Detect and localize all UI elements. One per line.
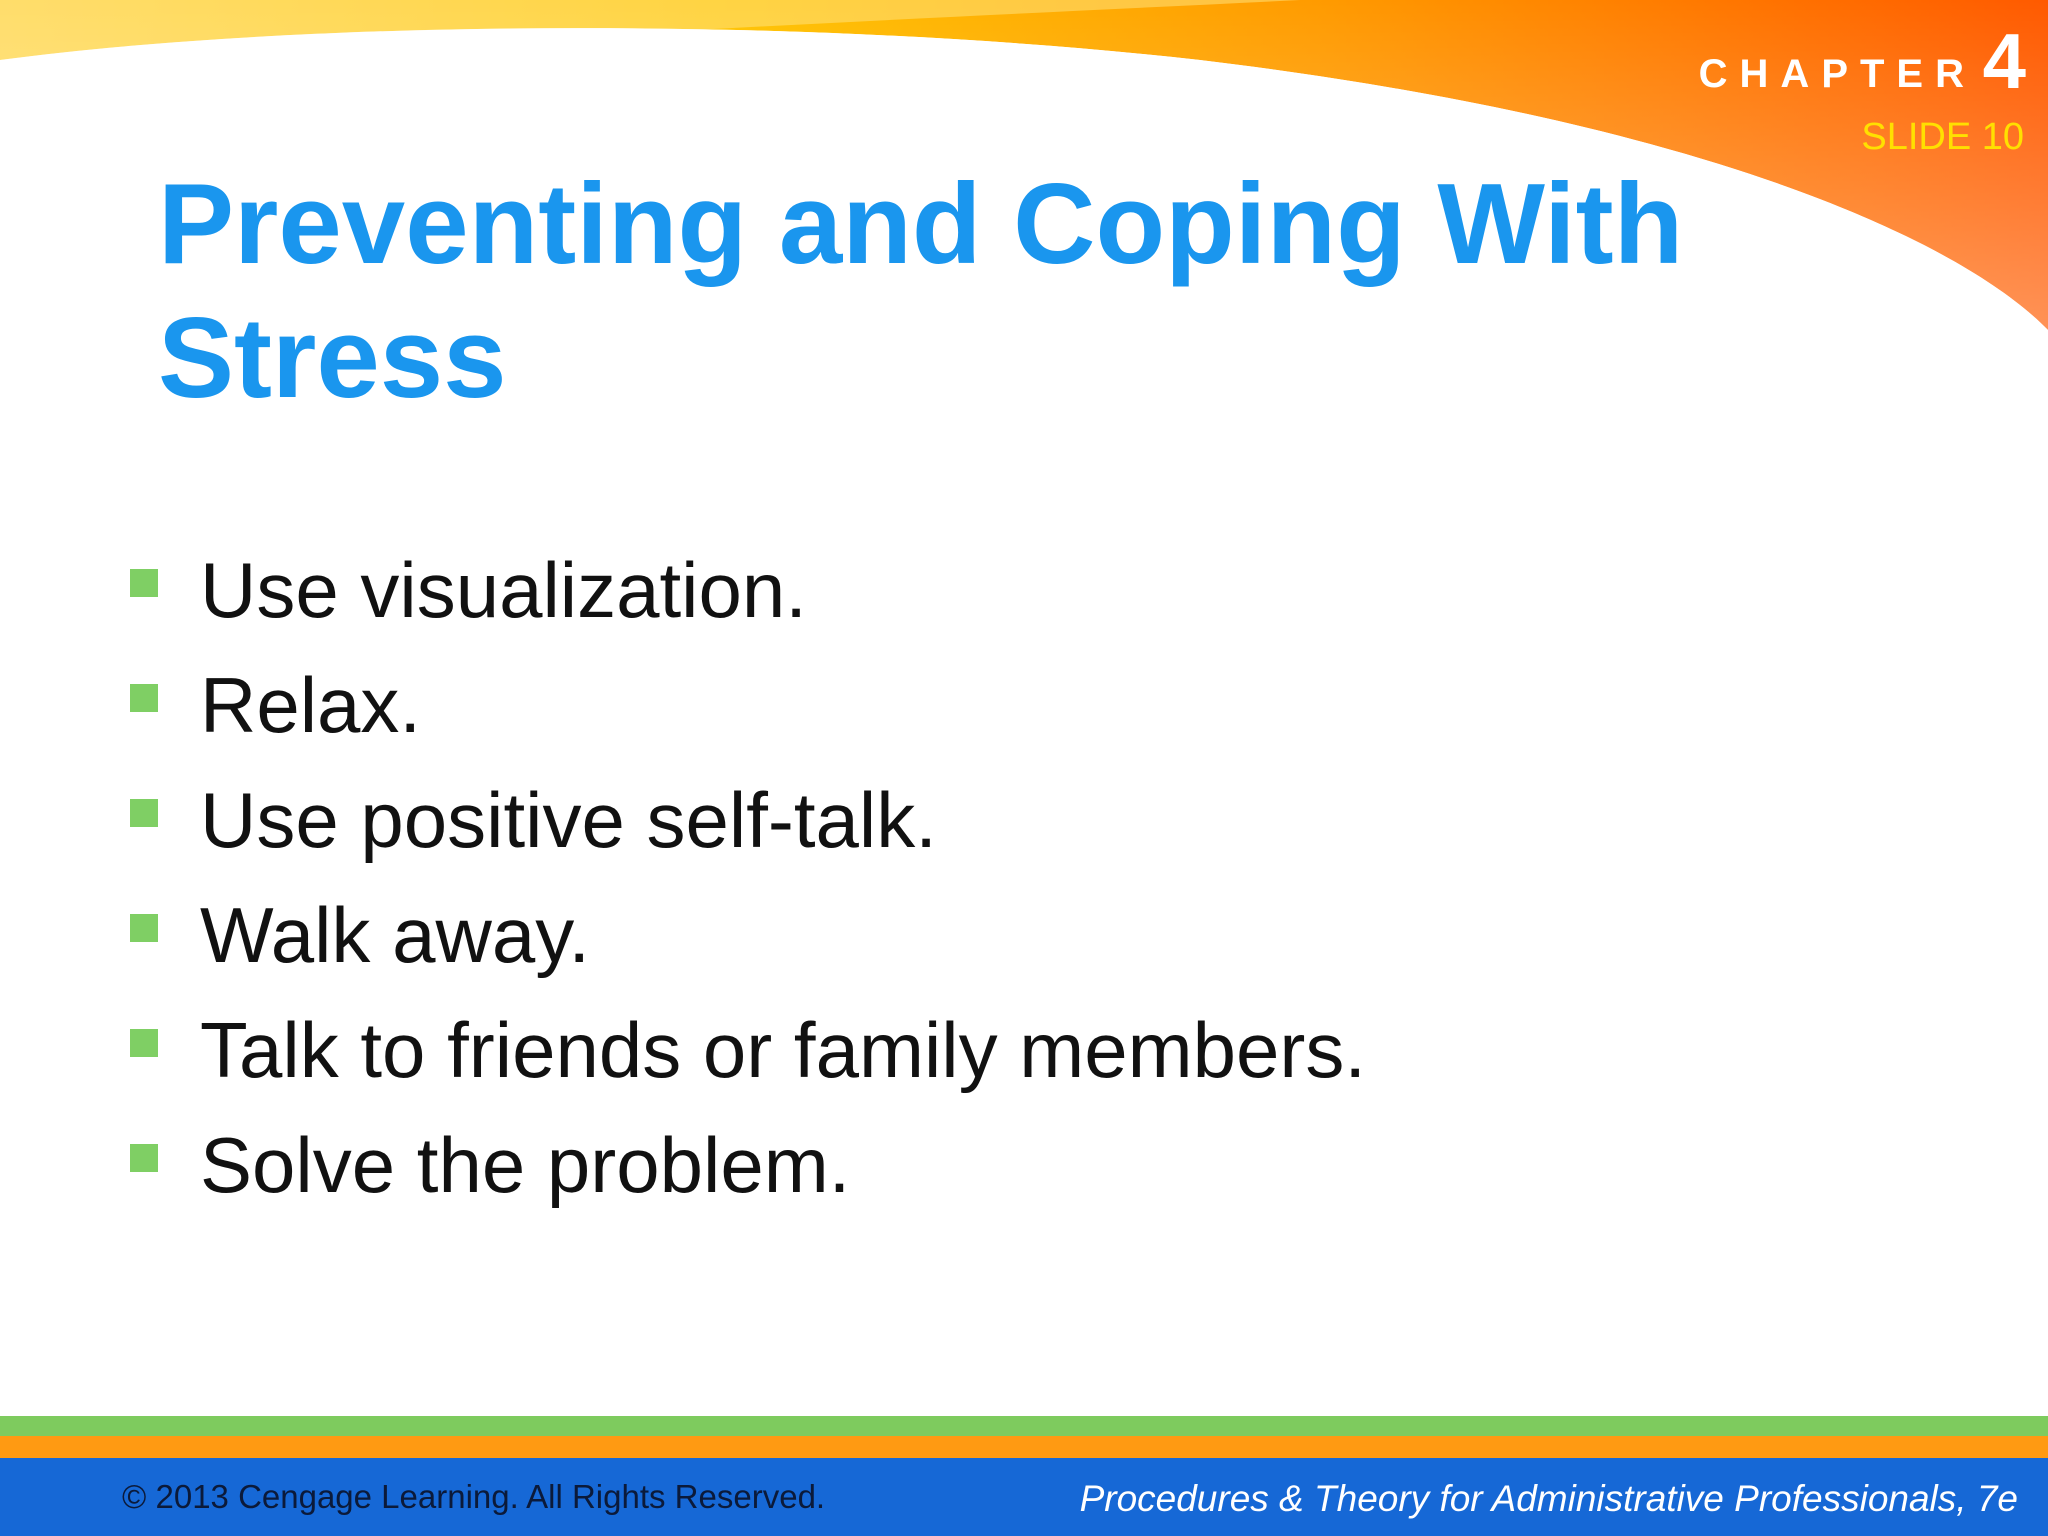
bullet-text: Use positive self-talk. [200, 775, 937, 864]
bullet-square-icon [130, 569, 158, 597]
bullet-item [130, 877, 1366, 992]
bullet-square-icon [130, 1029, 158, 1057]
bullet-list [130, 532, 1366, 1222]
copyright-notice: © 2013 Cengage Learning. All Rights Reserved. [122, 1478, 826, 1515]
chapter-number: 4 [1982, 17, 2026, 105]
footer-stripe-orange [0, 1436, 2048, 1458]
slide-title-line-1: Preventing and Coping With [158, 161, 1684, 288]
bullet-square-icon [130, 914, 158, 942]
bullet-text: Relax. [200, 660, 422, 749]
bullet-text: Talk to friends or family members. [200, 1005, 1367, 1094]
book-title: Procedures & Theory for Administrative Professionals, 7e [1079, 1478, 2018, 1519]
chapter-label: CHAPTER [1698, 52, 1976, 96]
bullet-text: Use visualization. [200, 545, 807, 634]
bullet-item [130, 532, 1366, 647]
slide-number: SLIDE 10 [1861, 116, 2024, 158]
bullet-item [130, 762, 1366, 877]
bullet-square-icon [130, 799, 158, 827]
bullet-item [130, 1107, 1366, 1222]
bullet-square-icon [130, 1144, 158, 1172]
footer-stripe-green [0, 1416, 2048, 1436]
bullet-item [130, 992, 1366, 1107]
slide-title [158, 158, 1758, 426]
bullet-square-icon [130, 684, 158, 712]
bullet-text: Walk away. [200, 890, 591, 979]
bullet-item [130, 647, 1366, 762]
slide-title-line-2: Stress [158, 295, 507, 422]
bullet-text: Solve the problem. [200, 1120, 851, 1209]
